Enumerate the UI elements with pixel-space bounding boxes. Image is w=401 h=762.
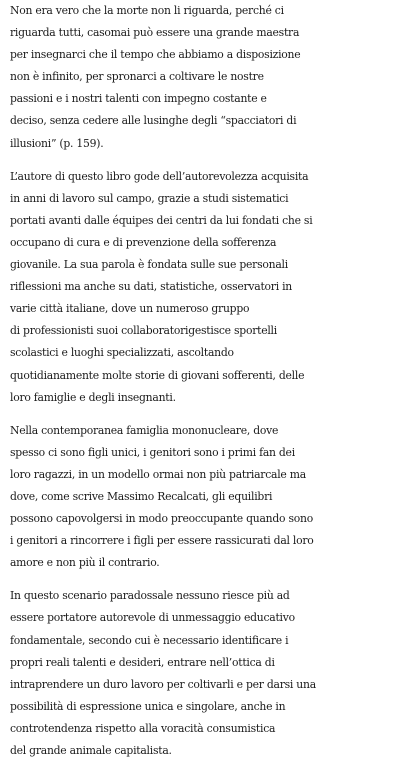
paragraph-3 <box>10 420 401 575</box>
text-line: del grande animale capitalista. <box>10 744 172 757</box>
text-line: varie città italiane, dove un numeroso gruppo <box>10 302 250 316</box>
text-line: quotidianamente molte storie di giovani sofferenti, delle <box>10 368 305 382</box>
text-line: occupano di cura e di prevenzione della sofferenza <box>10 235 277 249</box>
text-line: deciso, senza cedere alle lusinghe degli “spacciatori di <box>10 114 297 128</box>
text-line: i genitori a rincorrere i figli per essere rassicurati dal loro <box>10 534 314 548</box>
text-line: L’autore di questo libro gode dell’autorevolezza acquisita <box>10 169 309 183</box>
text-line: loro famiglie e degli insegnanti. <box>10 390 176 404</box>
text-line: di professionisti suoi collaboratorigestisce sportelli <box>10 324 277 338</box>
text-line: loro ragazzi, in un modello ormai non più patriarcale ma <box>10 467 306 481</box>
paragraph-gap <box>10 409 401 420</box>
text-line: Non era vero che la morte non li riguarda, perché ci <box>10 4 284 17</box>
document-body <box>10 0 401 762</box>
paragraph-1 <box>10 0 401 155</box>
text-line: passioni e i nostri talenti con impegno costante e <box>10 92 267 106</box>
text-line: possibilità di espressione unica e singolare, anche in <box>10 699 286 713</box>
text-line: giovanile. La sua parola è fondata sulle sue personali <box>10 258 288 272</box>
text-line: scolastici e luoghi specializzati, ascoltando <box>10 346 234 360</box>
text-line: fondamentale, secondo cui è necessario identificare i <box>10 633 289 647</box>
text-line: riflessioni ma anche su dati, statistiche, osservatori in <box>10 280 292 294</box>
text-line: dove, come scrive Massimo Recalcati, gli equilibri <box>10 489 273 503</box>
text-line: portati avanti dalle équipes dei centri da lui fondati che si <box>10 213 313 227</box>
paragraph-4 <box>10 585 401 762</box>
paragraph-2 <box>10 166 401 409</box>
text-line: Nella contemporanea famiglia mononucleare, dove <box>10 423 279 437</box>
text-line: in anni di lavoro sul campo, grazie a studi sistematici <box>10 191 289 205</box>
text-line: essere portatore autorevole di unmessaggio educativo <box>10 611 295 625</box>
text-line: riguarda tutti, casomai può essere una grande maestra <box>10 26 300 40</box>
text-line: amore e non più il contrario. <box>10 556 160 570</box>
text-line: spesso ci sono figli unici, i genitori sono i primi fan dei <box>10 445 295 459</box>
text-line: possono capovolgersi in modo preoccupante quando sono <box>10 512 313 526</box>
text-line: In questo scenario paradossale nessuno riesce più ad <box>10 589 290 603</box>
paragraph-gap <box>10 155 401 166</box>
text-line: intraprendere un duro lavoro per coltivarli e per darsi una <box>10 677 316 691</box>
text-line: controtendenza rispetto alla voracità consumistica <box>10 721 276 735</box>
text-line: illusioni” (p. 159). <box>10 136 104 150</box>
paragraph-gap <box>10 574 401 585</box>
text-line: propri reali talenti e desideri, entrare nell’ottica di <box>10 655 275 669</box>
text-line: non è infinito, per spronarci a coltivare le nostre <box>10 70 264 84</box>
text-line: per insegnarci che il tempo che abbiamo a disposizione <box>10 48 301 62</box>
